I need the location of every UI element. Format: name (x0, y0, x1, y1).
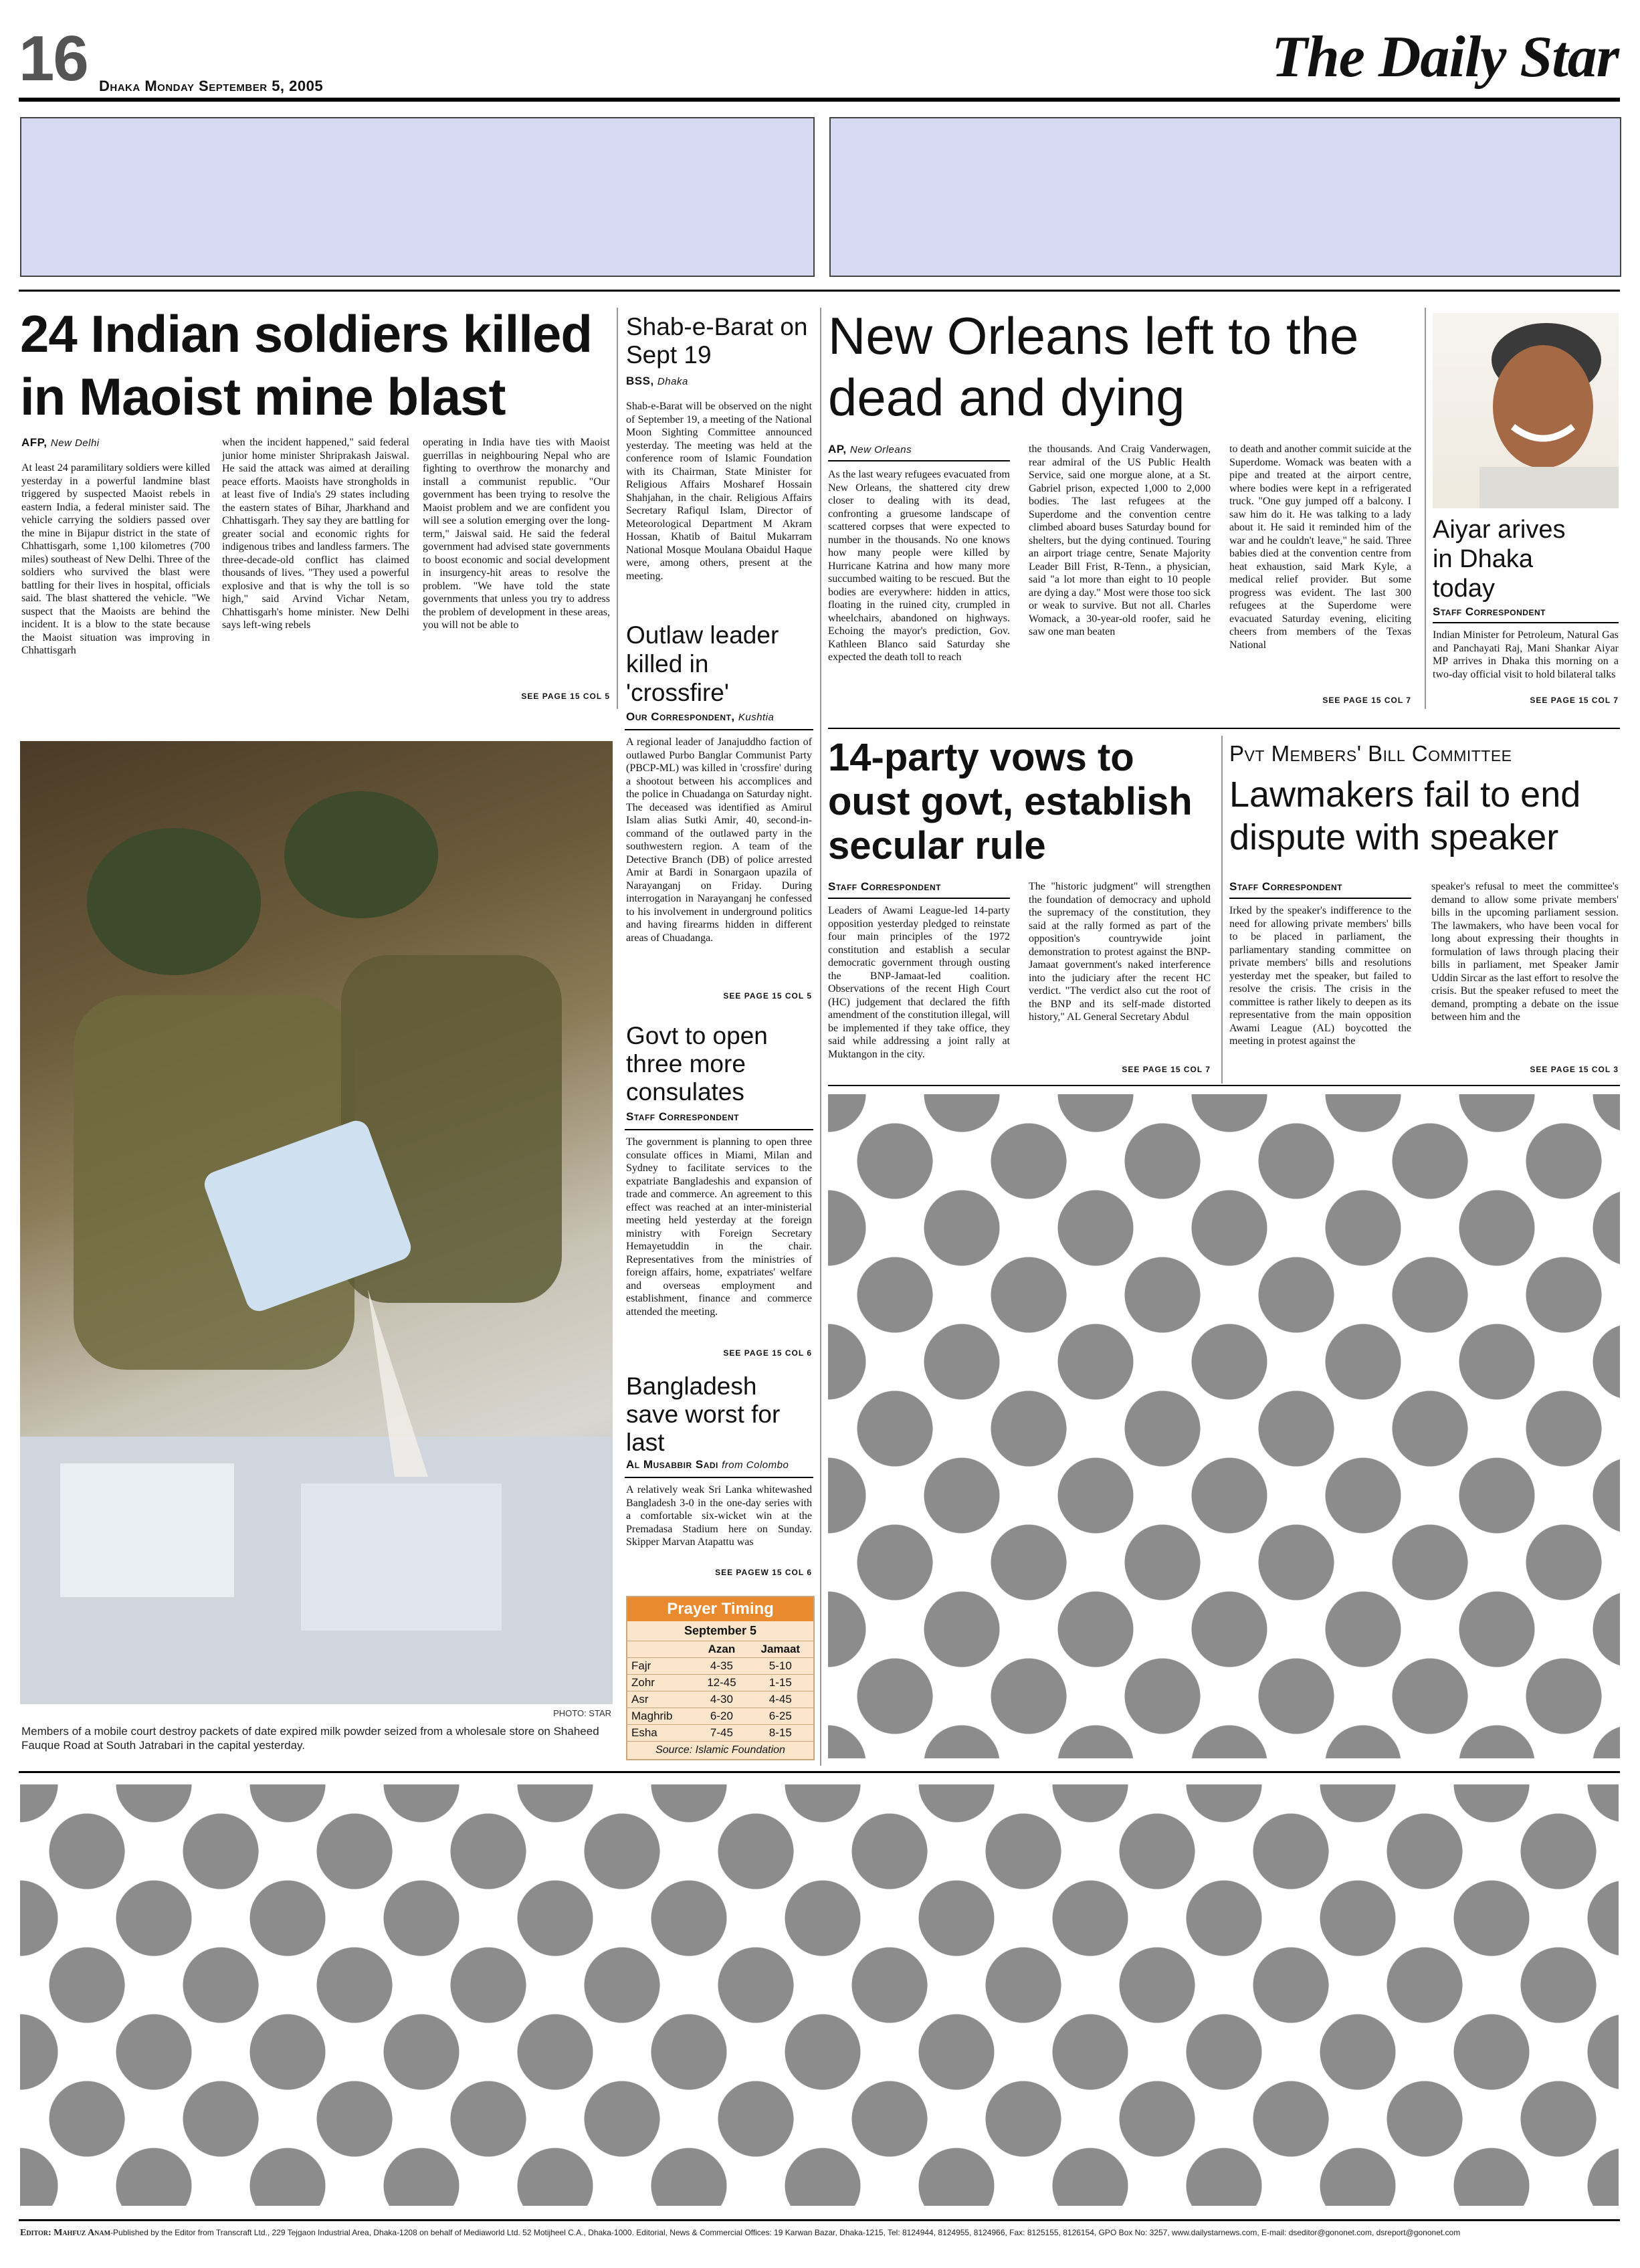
top-ad-left (20, 117, 815, 277)
lawmakers-kicker: Pvt Members' Bill Committee (1229, 741, 1512, 766)
consulates-rule (625, 1129, 813, 1130)
orleans-byline (828, 443, 912, 456)
prayer-row (627, 1675, 813, 1691)
party14-col-1: Leaders of Awami League-led 14-party opposition yesterday pledged to reinstate four main principles of the 1972 constitution and establish a secular democratic government through ousting the BNP-Jamaat-led coalition. Observations of the recent High Court (HC) judgement that declared the fifth amendment of the constitution illegal, will be implemented if they take office, they said while addressing a joint rally at Muktangon in the city. (828, 905, 1010, 1060)
lead-byline-agency: AFP, (21, 436, 47, 449)
divider (617, 308, 618, 709)
prayer-azan: 4-35 (696, 1658, 747, 1675)
outlaw-byline-agency: Our Correspondent, (626, 710, 735, 723)
lead-headline: 24 Indian soldiers killed in Maoist mine blast (20, 304, 592, 426)
prayer-date: September 5 (627, 1621, 813, 1641)
prayer-name: Maghrib (627, 1708, 696, 1725)
shab-byline (626, 375, 688, 388)
lead-jump: SEE PAGE 15 COL 5 (521, 692, 610, 701)
shab-byline-agency: BSS, (626, 375, 654, 387)
divider (1221, 736, 1223, 1084)
cricket-body: A relatively weak Sri Lanka whitewashed Bangladesh 3-0 in the one-day series with a comfortable six-wicket win at the Premadasa Stadium here on Sunday. Skipper Marvan Atapattu was (626, 1484, 812, 1548)
ad-placeholder-right (828, 1094, 1620, 1758)
orleans-jump: SEE PAGE 15 COL 7 (1322, 696, 1411, 705)
lead-byline-place: New Delhi (50, 437, 100, 449)
prayer-jamaat: 5-10 (748, 1658, 813, 1675)
prayer-azan: 7-45 (696, 1725, 747, 1742)
prayer-name: Asr (627, 1691, 696, 1708)
shab-byline-place: Dhaka (657, 376, 688, 387)
cricket-byline-place: from Colombo (722, 1459, 789, 1471)
aiyar-portrait (1433, 313, 1619, 508)
portrait-figure (1433, 313, 1619, 508)
prayer-azan: 4-30 (696, 1691, 747, 1708)
lawmakers-jump: SEE PAGE 15 COL 3 (1530, 1065, 1619, 1074)
shab-body: Shab-e-Barat will be observed on the night of September 19, a meeting of the National Moon Sighting Committee announced yesterday. The meeting was held at the conference room of Islamic Foundation with its Chairman, State Minister for Religious Affairs Mosharef Hossain Shahjahan, in the chair. Religious Affairs Secretary Rafiqul Islam, Director of Meteorological Department M Akram Hossan, Khatib of Baitul Mukarram National Mosque Moulana Obaidul Haque were, among others, present at the meeting. (626, 401, 812, 582)
footer-editor: Editor: Mahfuz Anam (20, 2228, 111, 2238)
lead-col-2: when the incident happened," said federal junior home minister Shriprakash Jaiswal. He said the attack was aimed at derailing peace efforts. Maoists have strongholds in at least five of India's 29 states including the eastern states of Bihar, Jharkhand and Chhattisgarh. They say they are battling for greater social and economic rights for indigenous tribes and landless farmers. The three-decade-old conflict has claimed thousands of lives. "They used a powerful explosive and that is why the toll is so high," said Arvind Vichar Netam, Chhattisgarh's home minister. New Delhi says left-wing rebels (222, 437, 409, 631)
orleans-byline-agency: AP, (828, 443, 847, 455)
footer-text: -Published by the Editor from Transcraft Ltd., 229 Tejgaon Industrial Area, Dhaka-1208 on behalf of Mediaworld Ltd. 52 Motijheel C.A., Dhaka-1000. Editorial, News & Commercial Offices: 19 Karwan Bazar, Dhaka-1215, Tel: 8124944, 8124955, 8124966, Fax: 8125155, 8126154, GPO Box No: 3257, www.dailystarnews.com, E-mail: dseditor@gononet.com, dsreport@gononet.com (110, 2228, 1461, 2237)
prayer-jamaat: 8-15 (748, 1725, 813, 1742)
orleans-byline-place: New Orleans (849, 444, 912, 455)
outlaw-byline (626, 710, 774, 724)
prayer-name: Zohr (627, 1675, 696, 1691)
party14-rule (828, 898, 1010, 899)
divider (820, 308, 821, 1766)
aiyar-body: Indian Minister for Petroleum, Natural Gas and Panchayati Raj, Mani Shankar Aiyar MP arrives in Dhaka this morning on a two-day official visit to hold bilateral talks (1433, 629, 1619, 680)
prayer-jamaat: 6-25 (748, 1708, 813, 1725)
cricket-byline-name: Al Musabbir Sadi (626, 1458, 718, 1471)
prayer-header-azan: Azan (696, 1641, 747, 1658)
lawmakers-byline: Staff Correspondent (1229, 880, 1342, 893)
aiyar-rule (1433, 622, 1619, 623)
ad-rule (19, 290, 1620, 292)
prayer-header-jamaat: Jamaat (748, 1641, 813, 1658)
photo-credit: PHOTO: STAR (553, 1708, 611, 1718)
cricket-rule (625, 1477, 813, 1478)
cricket-jump: SEE PAGEW 15 COL 6 (715, 1568, 812, 1577)
lawmakers-rule (1229, 898, 1411, 899)
lower-rule (19, 1771, 1620, 1773)
prayer-jamaat: 4-45 (748, 1691, 813, 1708)
outlaw-rule (625, 729, 813, 730)
outlaw-jump: SEE PAGE 15 COL 5 (723, 991, 812, 1001)
lead-byline (21, 436, 100, 449)
outlaw-headline: Outlaw leader killed in 'crossfire' (626, 621, 779, 706)
prayer-azan: 12-45 (696, 1675, 747, 1691)
footer-rule (19, 2219, 1620, 2221)
cricket-headline: Bangladesh save worst for last (626, 1372, 781, 1456)
masthead-rule (19, 98, 1620, 102)
orleans-col-1: As the last weary refugees evacuated from New Orleans, the shattered city drew closer to dealing with its dead, confronting a gruesome landscape of scattered corpses that were expected to number in the thousands. No one knows how many people were killed by Hurricane Katrina and how many more succumbed waiting to be rescued. But the bodies are everywhere: hidden in attics, floating in the ruined city, crumpled in wheelchairs, abandoned on highways. Echoing the mayor's prediction, Gov. Kathleen Blanco said Saturday she expected the death toll to reach (828, 469, 1010, 663)
prayer-timing-box (626, 1596, 815, 1760)
consulates-body: The government is planning to open three consulate offices in Miami, Milan and Sydney to facilitate services to the expatriate Bangladeshis and expansion of trade and commerce. An agreement to this effect was reached at an inter-ministerial meeting held yesterday at the foreign ministry with Foreign Secretary Hemayetuddin in the chair. Representatives from the ministries of foreign affairs, home, expatriates' welfare and overseas employment and establishment, finance and commerce attended the meeting. (626, 1136, 812, 1318)
aiyar-jump: SEE PAGE 15 COL 7 (1530, 696, 1619, 705)
prayer-header-row (627, 1641, 813, 1658)
aiyar-headline: Aiyar arives in Dhaka today (1433, 516, 1566, 603)
lawmakers-col-2: speaker's refusal to meet the committee's demand to allow some private members' bills in the upcoming parliament session. The lawmakers, who have been vocal for long about expressing their thoughts in formulation of laws through placing their bills in parliament, met Speaker Jamir Uddin Sircar as the last effort to resolve the crisis. But the speaker refused to meet the demand, prompting a debate on the issue between him and the (1431, 881, 1619, 1023)
lawmakers-col-1: Irked by the speaker's indifference to the need for allowing private members' bills to be placed in parliament, the parliamentary standing committee on private members' bills and resolutions yesterday met the speaker, but failed to resolve the crisis. The crisis in the committee is rather likely to deepen as its representative from the main opposition Awami League (AL) boycotted the meeting in protest against the (1229, 905, 1411, 1047)
prayer-name: Esha (627, 1725, 696, 1742)
prayer-table (627, 1641, 813, 1742)
party14-col-2: The "historic judgment" will strengthen the foundation of democracy and uphold the supremacy of the constitution, they said at the rally formed as part of the opposition's countrywide joint demonstration to protest against the BNP-Jamaat government's naked interference into the judiciary after the recent HC verdict. "The verdict also cut the root of the BNP and its self-made distorted history," AL General Secretary Abdul (1029, 881, 1211, 1023)
orleans-rule (828, 460, 1010, 461)
orleans-col-3: to death and another commit suicide at the Superdome. Womack was beaten with a pipe and treated at the airport centre, where bodies were kept in a refrigerated truck. "One guy jumped off a balcony. I saw him do it. He was talking to a lady about it. He said it reminded him of the war and he couldn't leave," he said. Three babies died at the convention centre from heat exhaustion, said Mark Kyle, a medical relief provider. But some progress was evident. The last 300 refugees at the Superdome were evacuated Saturday evening, eliciting cheers from members of the Texas National (1229, 443, 1411, 651)
consulates-jump: SEE PAGE 15 COL 6 (723, 1348, 812, 1358)
prayer-source: Source: Islamic Foundation (655, 1744, 785, 1756)
lead-col-1: At least 24 paramilitary soldiers were killed yesterday in a powerful landmine blast triggered by suspected Maoist rebels in eastern India, a federal minister said. The vehicle carrying the soldiers passed over the mine in Bijapur district in the state of Chhattisgarh, some 1,100 kilometres (700 miles) southeast of New Delhi. Three of the soldiers who survived the blast were battling for their lives in hospital, officials said. The blast shattered the vehicle. "We suspect that the Maoists are behind the incident. It is a blow to the state because the Maoist situation was improving in Chhattisgarh (21, 462, 210, 656)
party14-jump: SEE PAGE 15 COL 7 (1122, 1065, 1211, 1074)
masthead-logo: The Daily Star (1271, 25, 1619, 90)
mid-rule (828, 728, 1620, 729)
consulates-headline: Govt to open three more consulates (626, 1022, 768, 1106)
top-ad-right (829, 117, 1621, 277)
news-photo (20, 741, 613, 1704)
ad-placeholder-bottom (20, 1784, 1619, 2206)
lawmakers-headline: Lawmakers fail to end dispute with speaker (1229, 775, 1581, 857)
photo-scene (20, 741, 613, 1704)
prayer-header-blank (627, 1641, 696, 1658)
party14-headline: 14-party vows to oust govt, establish secular rule (828, 736, 1193, 867)
prayer-row (627, 1708, 813, 1725)
divider (1425, 308, 1426, 709)
shab-headline: Shab-e-Barat on Sept 19 (626, 313, 808, 369)
prayer-row (627, 1725, 813, 1742)
party14-byline: Staff Correspondent (828, 880, 941, 893)
photo-caption: Members of a mobile court destroy packets of date expired milk powder seized from a wholesale store on Shaheed Fauque Road at South Jatrabari in the capital yesterday. (21, 1725, 599, 1752)
prayer-jamaat: 1-15 (748, 1675, 813, 1691)
page-number: 16 (19, 23, 88, 94)
aiyar-byline: Staff Correspondent (1433, 605, 1546, 618)
dateline: Dhaka Monday September 5, 2005 (99, 78, 324, 94)
footer-imprint (20, 2227, 1620, 2239)
outlaw-body: A regional leader of Janajuddho faction of outlawed Purbo Banglar Communist Party (PBCP-ML) was killed in 'crossfire' during a shootout between his accomplices and the police in Chuadanga on Saturday night. The deceased was identified as Amirul Islam alias Sutki Amir, 40, second-in-command of the outlawed party in the southwestern region. A team of the Detective Branch (DB) of police arrested Amir at Bardi in Sonargaon upazila of Narayanganj on Friday. During interrogation in Narayanganj he confessed to his involvement in underground politics and having firearms hidden in different areas of Chuadanga. (626, 736, 812, 944)
outlaw-byline-place: Kushtia (738, 712, 775, 723)
cricket-byline (626, 1458, 789, 1471)
prayer-name: Fajr (627, 1658, 696, 1675)
orleans-col-2: the thousands. And Craig Vanderwagen, rear admiral of the US Public Health Service, said one morgue alone, at a St. Gabriel prison, expected 1,000 to 2,000 bodies. The last refugees at the Superdome and the convention centre climbed aboard buses Saturday bound for shelters, but the dying continued. Touring an airport triage centre, Senate Majority Leader Bill Frist, R-Tenn., a physician, said "a lot more than eight to 10 people are dying a day." Most were those too sick or weak to survive. But not all. Charles Womack, a 30-year-old roofer, said he saw one man beaten (1029, 443, 1211, 637)
consulates-byline: Staff Correspondent (626, 1110, 739, 1123)
lead-col-3: operating in India have ties with Maoist guerrillas in neighbouring Nepal who are fighting to overthrow the monarchy and install a communist republic. "Our government has been trying to resolve the Maoist problem and we are confident you will see a solution emerging over the long-term," Jaiswal said. He said the federal government had advised state governments to boost economic and social development in insurgency-hit areas to resolve the problem. "We have told the state governments that unless you try to address the problem of development in these areas, you will not be able to (423, 437, 610, 631)
mid-rule (828, 1085, 1620, 1086)
prayer-title: Prayer Timing (627, 1597, 813, 1621)
prayer-azan: 6-20 (696, 1708, 747, 1725)
prayer-row (627, 1691, 813, 1708)
prayer-row (627, 1658, 813, 1675)
orleans-headline: New Orleans left to the dead and dying (828, 306, 1359, 427)
